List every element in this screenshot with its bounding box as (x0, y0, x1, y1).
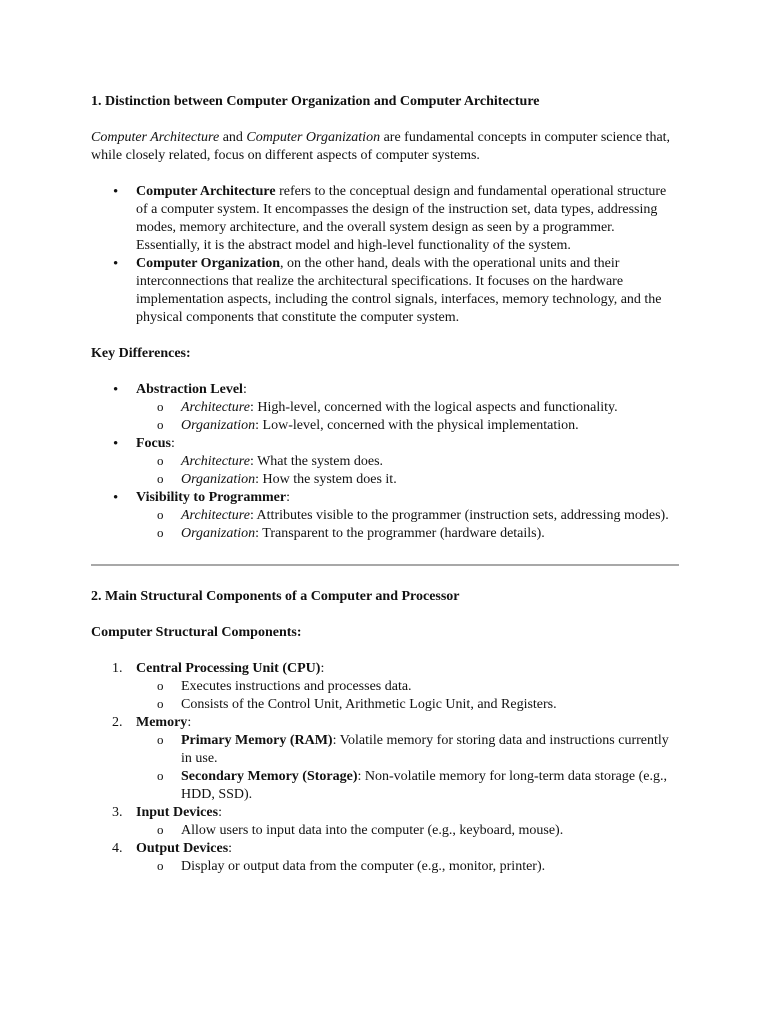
document-page (91, 93, 681, 876)
component-item-output (91, 840, 681, 876)
sub-term: Organization (181, 472, 256, 487)
sub-text: Executes instructions and processes data. (181, 679, 412, 694)
component-item-cpu (91, 660, 681, 714)
component-sublist (136, 732, 681, 804)
key-differences-heading: Key Differences: (91, 346, 191, 361)
component-colon: : (228, 841, 233, 856)
component-label: Memory (136, 715, 188, 730)
difference-label: Abstraction Level (136, 382, 243, 397)
sub-term: Organization (181, 526, 256, 541)
sub-item (136, 696, 681, 714)
difference-item-abstraction (91, 381, 681, 435)
component-item-memory (91, 714, 681, 804)
sub-item (136, 417, 681, 435)
sub-text: Consists of the Control Unit, Arithmetic Logic Unit, and Registers. (181, 697, 557, 712)
difference-item-focus (91, 435, 681, 489)
section-1-title: 1. Distinction between Computer Organization and Computer Architecture (91, 94, 540, 109)
components-subheading: Computer Structural Components: (91, 625, 302, 640)
difference-item-visibility (91, 489, 681, 543)
definition-text: , on the other hand, deals with the operational units and their interconnections that realize the architectural specifications. It focuses on the hardware implementation aspects, including the control signals, interfaces, memory technology, and the physical components that constitute the computer system. (136, 256, 662, 325)
component-sublist (136, 678, 681, 714)
difference-colon: : (286, 490, 290, 505)
difference-sublist (136, 399, 681, 435)
component-item-input (91, 804, 681, 840)
sub-item (136, 453, 681, 471)
component-colon: : (320, 661, 325, 676)
sub-text: Allow users to input data into the computer (e.g., keyboard, mouse). (181, 823, 564, 838)
sub-term: Architecture (181, 400, 250, 415)
difference-colon: : (171, 436, 175, 451)
component-sublist (136, 822, 681, 840)
component-label: Input Devices (136, 805, 219, 820)
component-sublist (136, 858, 681, 876)
sub-item (136, 858, 681, 876)
sub-item (136, 399, 681, 417)
definition-term: Computer Architecture (136, 184, 276, 199)
section-2-title: 2. Main Structural Components of a Computer and Processor (91, 589, 460, 604)
components-list (91, 660, 681, 876)
list-number: 2. (112, 715, 123, 730)
list-number: 1. (112, 661, 123, 676)
sub-text: : How the system does it. (255, 472, 397, 487)
sub-text: : Attributes visible to the programmer (instruction sets, addressing modes). (249, 508, 669, 523)
sub-text: : Low-level, concerned with the physical implementation. (255, 418, 579, 433)
differences-list (91, 381, 681, 543)
difference-sublist (136, 453, 681, 489)
definition-item-architecture (91, 183, 681, 255)
sub-item (136, 525, 681, 543)
sub-text: : What the system does. (249, 454, 384, 469)
component-label: Central Processing Unit (CPU) (136, 661, 321, 676)
sub-text: : Volatile memory for storing data and instructions currently in use. (181, 733, 669, 766)
sub-item (136, 507, 681, 525)
sub-item (136, 768, 681, 804)
definitions-list (91, 183, 681, 327)
definition-text: refers to the conceptual design and fundamental operational structure of a computer system. It encompasses the design of the instruction set, data types, addressing modes, memory architecture, and the overall system design as seen by a programmer. Essentially, it is the abstract model and high-level functionality of the system. (136, 184, 667, 253)
sub-item (136, 732, 681, 768)
sub-text: : High-level, concerned with the logical aspects and functionality. (249, 400, 618, 415)
intro-rest: are fundamental concepts in computer science that, while closely related, focus on different aspects of computer systems. (91, 130, 671, 163)
sub-text: : Transparent to the programmer (hardware details). (255, 526, 545, 541)
intro-joiner: and (219, 130, 247, 145)
sub-item (136, 471, 681, 489)
list-number: 3. (112, 805, 123, 820)
component-colon: : (187, 715, 192, 730)
difference-colon: : (242, 382, 247, 397)
sub-item (136, 822, 681, 840)
horizontal-rule (91, 564, 679, 566)
section-divider-wrap (91, 564, 681, 566)
list-number: 4. (112, 841, 123, 856)
sub-term: Primary Memory (RAM) (181, 733, 333, 748)
sub-term: Organization (181, 418, 256, 433)
intro-paragraph (91, 129, 681, 165)
intro-term-organization: Computer Organization (246, 130, 381, 145)
definition-term: Computer Organization (136, 256, 281, 271)
sub-text: Display or output data from the computer (e.g., monitor, printer). (181, 859, 546, 874)
difference-label: Focus (136, 436, 171, 451)
sub-term: Secondary Memory (Storage) (181, 769, 358, 784)
component-colon: : (218, 805, 222, 820)
definition-item-organization (91, 255, 681, 327)
sub-term: Architecture (181, 508, 250, 523)
sub-item (136, 678, 681, 696)
difference-label: Visibility to Programmer (136, 490, 287, 505)
sub-term: Architecture (181, 454, 250, 469)
component-label: Output Devices (136, 841, 229, 856)
sub-text: : Non-volatile memory for long-term data storage (e.g., HDD, SSD). (181, 769, 667, 802)
difference-sublist (136, 507, 681, 543)
intro-term-architecture: Computer Architecture (91, 130, 220, 145)
